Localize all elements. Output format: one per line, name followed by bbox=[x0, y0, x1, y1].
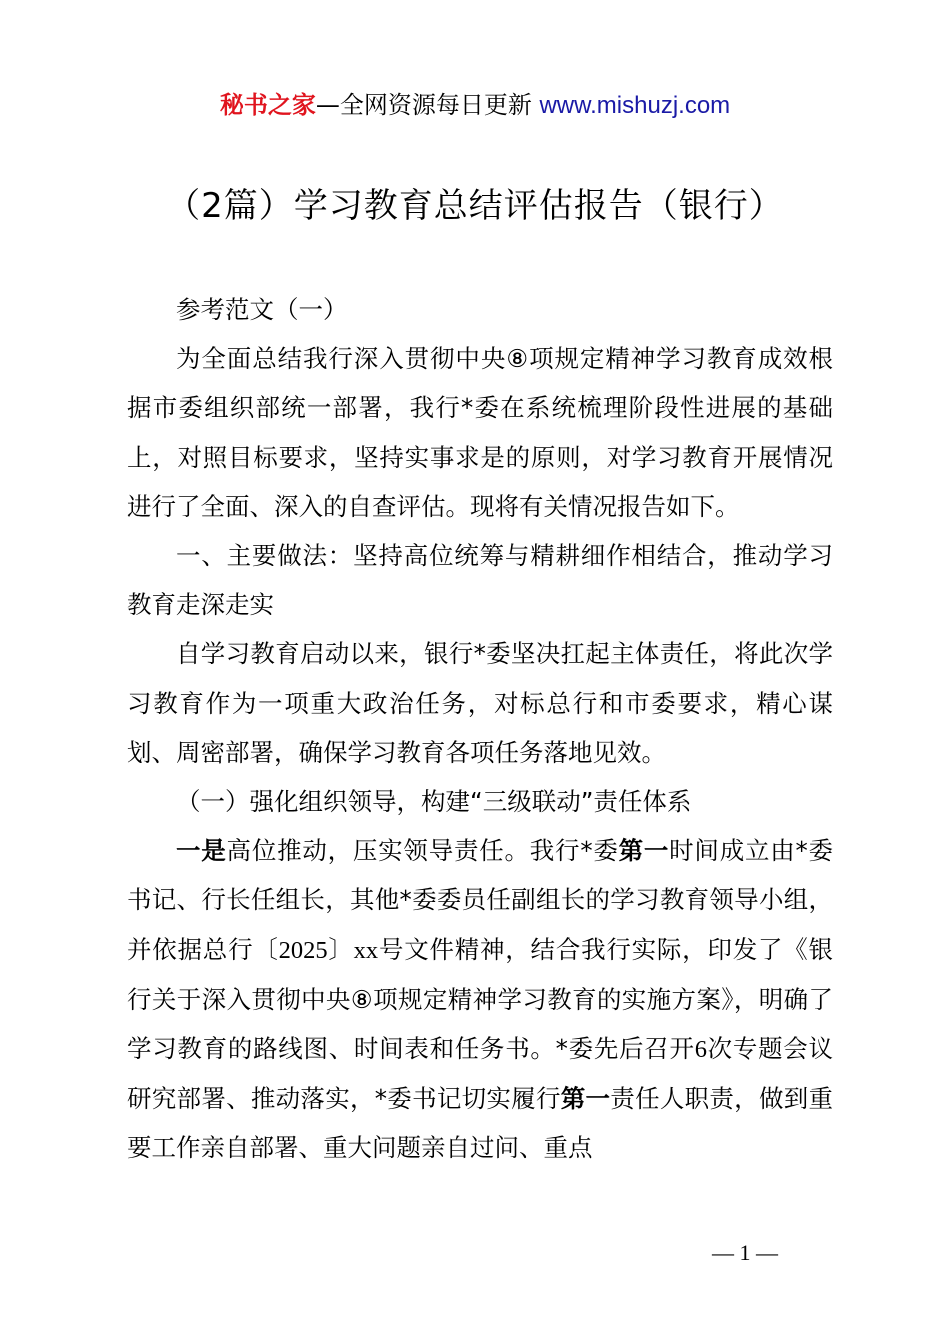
text-run: 时间成立由*委书记、行长任组长，其他*委委员任副组长的学习教育领导小组，并依据总行〔 bbox=[127, 836, 834, 964]
header-url-link[interactable]: www.mishuzj.com bbox=[539, 92, 731, 119]
page-number: — 1 — bbox=[712, 1240, 778, 1265]
document-body bbox=[127, 285, 833, 1173]
paragraph-section-heading: 一、主要做法：坚持高位统筹与精耕细作相结合，推动学习教育走深走实 bbox=[127, 541, 833, 620]
bold-lead: 一是 bbox=[176, 836, 227, 866]
text-run: 〕 bbox=[327, 934, 354, 964]
paragraph-subsection-heading: （一）强化组织领导，构建“三级联动”责任体系 bbox=[176, 787, 692, 817]
doc-year: 2025 bbox=[278, 936, 328, 964]
paragraph-point-one bbox=[127, 826, 833, 1172]
text-run: 高位推动，压实领导责任。我行*委 bbox=[226, 836, 619, 866]
paragraph-section-intro: 自学习教育启动以来，银行*委坚决扛起主体责任，将此次学习教育作为一项重大政治任务，对标总行和市委要求，精心谋划、周密部署，确保学习教育各项任务落地见效。 bbox=[127, 639, 833, 767]
header-brand: 秘书之家 bbox=[219, 91, 316, 119]
bold-emphasis: 第一 bbox=[618, 836, 670, 866]
document-title: （2篇）学习教育总结评估报告（银行） bbox=[166, 186, 784, 226]
text-run: 责任人职责，做到重要工作亲自部署、重大问题亲自过问、重点 bbox=[127, 1084, 834, 1163]
meeting-count: 6 bbox=[694, 1036, 707, 1064]
text-run: 次专题会议研究部署、推动落实，*委书记切实履行 bbox=[127, 1034, 834, 1114]
bold-emphasis: 第一 bbox=[560, 1084, 611, 1114]
site-header bbox=[0, 88, 950, 123]
text-run: 号文件精神，结合我行实际，印发了《银行关于深入贯彻中央⑧项规定精神学习教育的实施方案》，明确了学习教育的路线图、时间表和任务书。*委先后召开 bbox=[127, 934, 834, 1064]
doc-number: xx bbox=[353, 936, 379, 964]
paragraph-intro: 为全面总结我行深入贯彻中央⑧项规定精神学习教育成效根据市委组织部统一部署，我行*委在系统梳理阶段性进展的基础上，对照目标要求，坚持实事求是的原则，对学习教育开展情况进行了全面、深入的自查评估。现将有关情况报告如下。 bbox=[127, 344, 833, 521]
header-tagline: —全网资源每日更新 bbox=[315, 91, 540, 119]
paragraph-heading-sample: 参考范文（一） bbox=[176, 295, 348, 324]
